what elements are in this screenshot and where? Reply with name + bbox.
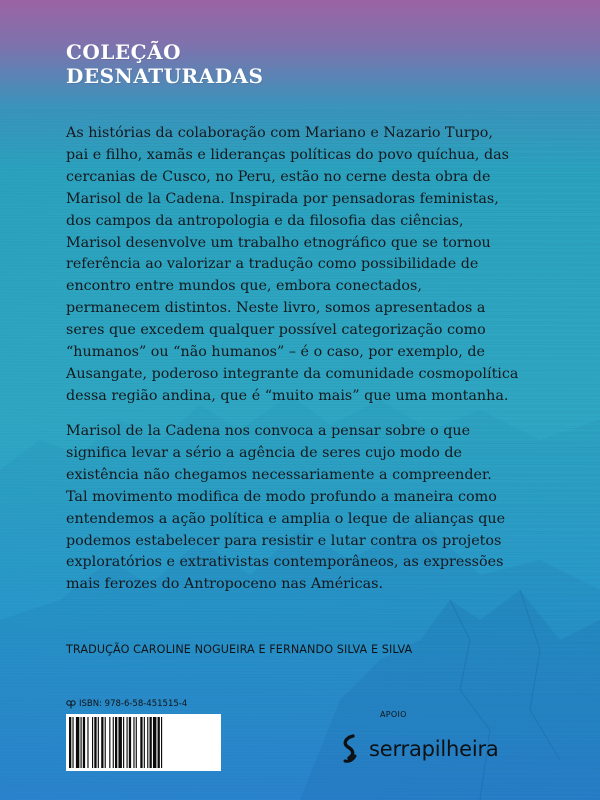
text-line: podemos estabelecer para resistir e lutar contra os projetos	[66, 532, 502, 549]
text-line: entendemos a ação política e amplia o leque de alianças que	[66, 510, 506, 527]
synopsis-paragraph-2	[66, 421, 534, 596]
isbn-line	[66, 699, 187, 709]
text-line: Marisol de la Cadena nos convoca a pensar sobre o que	[66, 423, 471, 439]
text-line: seres que excedem qualquer possível categorização como	[66, 322, 486, 339]
text-line: permanecem distintos. Neste livro, somos apresentados a	[66, 300, 486, 317]
text-line: Marisol de la Cadena. Inspirada por pensadoras feministas,	[66, 190, 499, 207]
text-line: encontro entre mundos que, embora conectados,	[66, 278, 422, 295]
text-line: Tal movimento modifica de modo profundo a maneira como	[66, 488, 497, 505]
text-line: As histórias da colaboração com Mariano e Nazario Turpo,	[66, 125, 493, 141]
text-line: mais ferozes do Antropoceno nas Américas.	[66, 576, 383, 593]
isbn-text: ISBN: 978-6-58-451515-4	[79, 699, 188, 709]
text-line: Ausangate, poderoso integrante da comunidade cosmopolítica	[66, 365, 519, 382]
sponsor-name: serrapilheira	[369, 737, 499, 761]
text-line: significa levar a sério a agência de seres cujo modo de	[66, 444, 462, 461]
serrapilheira-leaf-icon	[339, 734, 361, 764]
support-label: APOIO	[380, 710, 407, 719]
synopsis-paragraph-1	[66, 123, 534, 408]
collection-title	[66, 40, 264, 88]
text-line: existência não chegamos necessariamente a compreender.	[66, 466, 492, 483]
text-line: “humanos” ou “não humanos” – é o caso, por exemplo, de	[66, 344, 485, 361]
collection-title-line2: DESNATURADAS	[66, 64, 264, 88]
text-line: exploratórios e extrativistas contemporâneos, as expressões	[66, 554, 504, 571]
text-line: Marisol desenvolve um trabalho etnográfico que se tornou	[66, 234, 491, 251]
barcode	[66, 714, 221, 771]
text-line: cercanias de Cusco, no Peru, estão no cerne desta obra de	[66, 168, 491, 185]
collection-title-line1: COLEÇÃO	[66, 40, 182, 64]
text-line: dos campos da antropologia e da filosofia das ciências,	[66, 212, 464, 229]
text-line: referência ao valorizar a tradução como possibilidade de	[66, 256, 479, 273]
translation-credits: TRADUÇÃO CAROLINE NOGUEIRA E FERNANDO SILVA E SILVA	[66, 643, 413, 656]
recycle-icon	[66, 700, 76, 709]
text-line: pai e filho, xamãs e lideranças políticas do povo quíchua, das	[66, 146, 510, 163]
sponsor-logo	[339, 734, 499, 764]
text-line: dessa região andina, que é “muito mais” que uma montanha.	[66, 387, 509, 404]
